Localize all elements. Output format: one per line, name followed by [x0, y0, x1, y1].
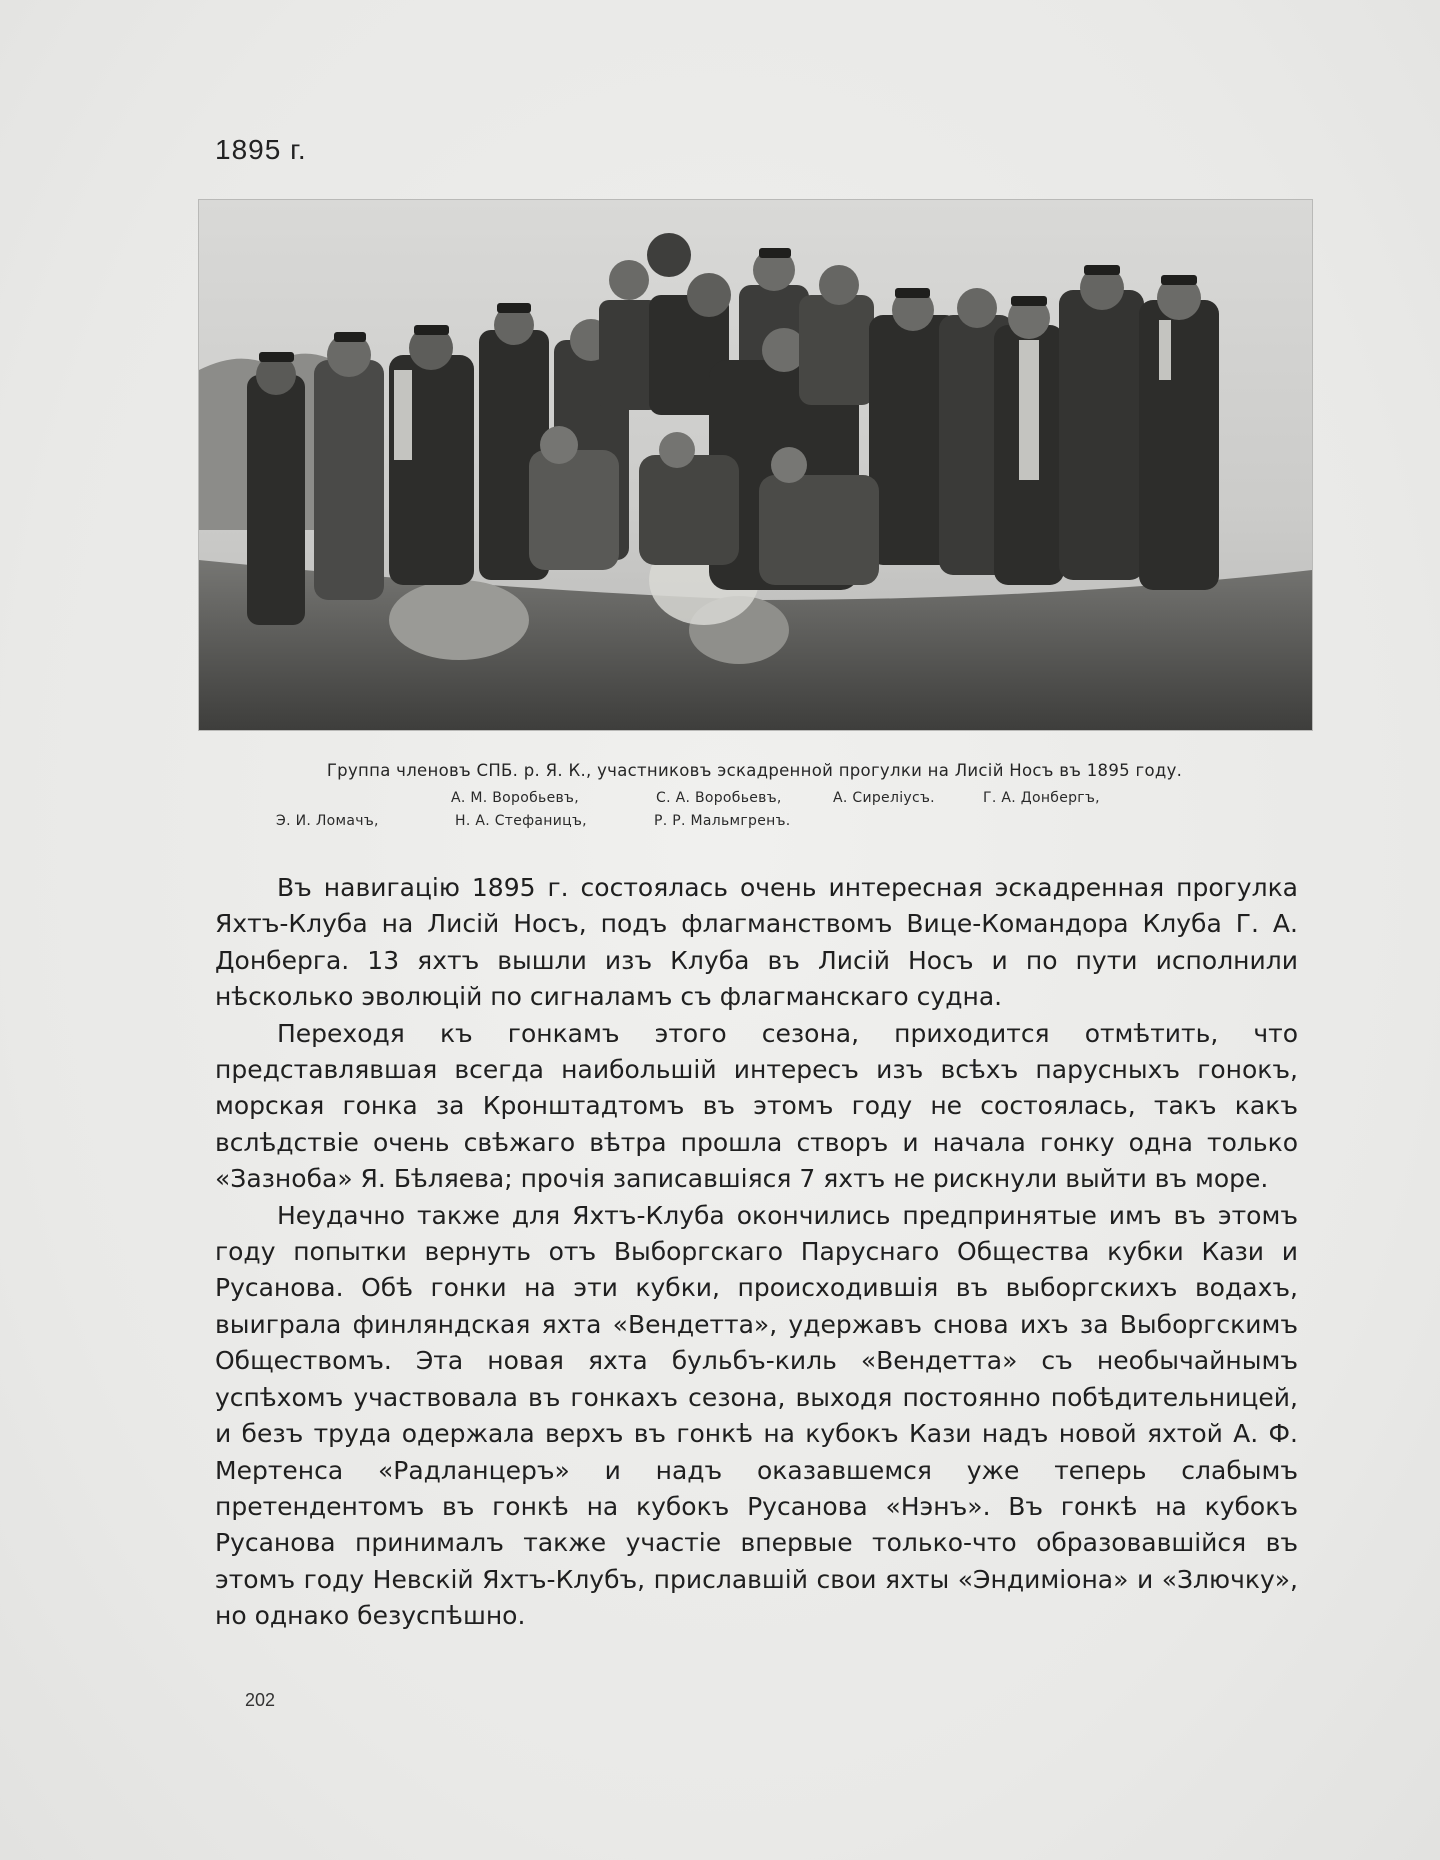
caption-name: Н. А. Стефаницъ, [455, 813, 587, 829]
year-header: 1895 г. [215, 134, 307, 165]
caption-name: Г. А. Донбергъ, [983, 790, 1100, 806]
paragraph: Переходя къ гонкамъ этого сезона, приходится отмѣтить, что представлявшая всегда наибольшій интересъ изъ всѣхъ парусныхъ гонокъ, морская гонка за Кронштадтомъ въ этомъ году не состоялась, такъ какъ вслѣдствіе очень свѣжаго вѣтра прошла створъ и начала гонку одна только «Зазноба» Я. Бѣляева; прочія записавшіяся 7 яхтъ не рискнули выйти въ море. [215, 1018, 1298, 1194]
caption-name: С. А. Воробьевъ, [656, 790, 782, 806]
page-number: 202 [245, 1690, 276, 1710]
group-photograph-drawing [199, 200, 1312, 730]
caption-name: Р. Р. Мальмгренъ. [654, 813, 791, 829]
photo-caption: Группа членовъ СПБ. р. Я. К., участниковъ эскадренной прогулки на Лисій Носъ въ 1895 году. [326, 761, 1183, 780]
group-photograph [198, 199, 1313, 731]
body-text [215, 870, 1298, 1635]
caption-name: А. М. Воробьевъ, [451, 790, 579, 806]
caption-name: Э. И. Ломачъ, [276, 813, 379, 829]
paragraph: Неудачно также для Яхтъ-Клуба окончились предпринятые имъ въ этомъ году попытки вернуть отъ Выборгскаго Паруснаго Общества кубки Кази и Русанова. Обѣ гонки на эти кубки, происходившія въ выборгскихъ водахъ, выиграла финляндская яхта «Вендетта», удержавъ снова ихъ за Выборгскимъ Обществомъ. Эта новая яхта бульбъ-киль «Вендетта» съ необычайнымъ успѣхомъ участвовала въ гонкахъ сезона, выходя постоянно побѣдительницей, и безъ труда одержала верхъ въ гонкѣ на кубокъ Кази надъ новой яхтой А. Ф. Мертенса «Радланцеръ» и надъ оказавшемся уже теперь слабымъ претендентомъ въ гонкѣ на кубокъ Русанова «Нэнъ». Въ гонкѣ на кубокъ Русанова принималъ также участіе впервые только-что образовавшійся въ этомъ году Невскій Яхтъ-Клубъ, приславшій свои яхты «Эндиміона» и «Злючку», но однако безуспѣшно. [215, 1200, 1298, 1631]
paragraph: Въ навигацію 1895 г. состоялась очень интересная эскадренная прогулка Яхтъ-Клуба на Лисій Носъ, подъ флагманствомъ Вице-Командора Клуба Г. А. Донберга. 13 яхтъ вышли изъ Клуба въ Лисій Носъ и по пути исполнили нѣсколько эволюцій по сигналамъ съ флагманскаго судна. [215, 873, 1298, 1012]
caption-name: А. Сиреліусъ. [833, 790, 935, 806]
